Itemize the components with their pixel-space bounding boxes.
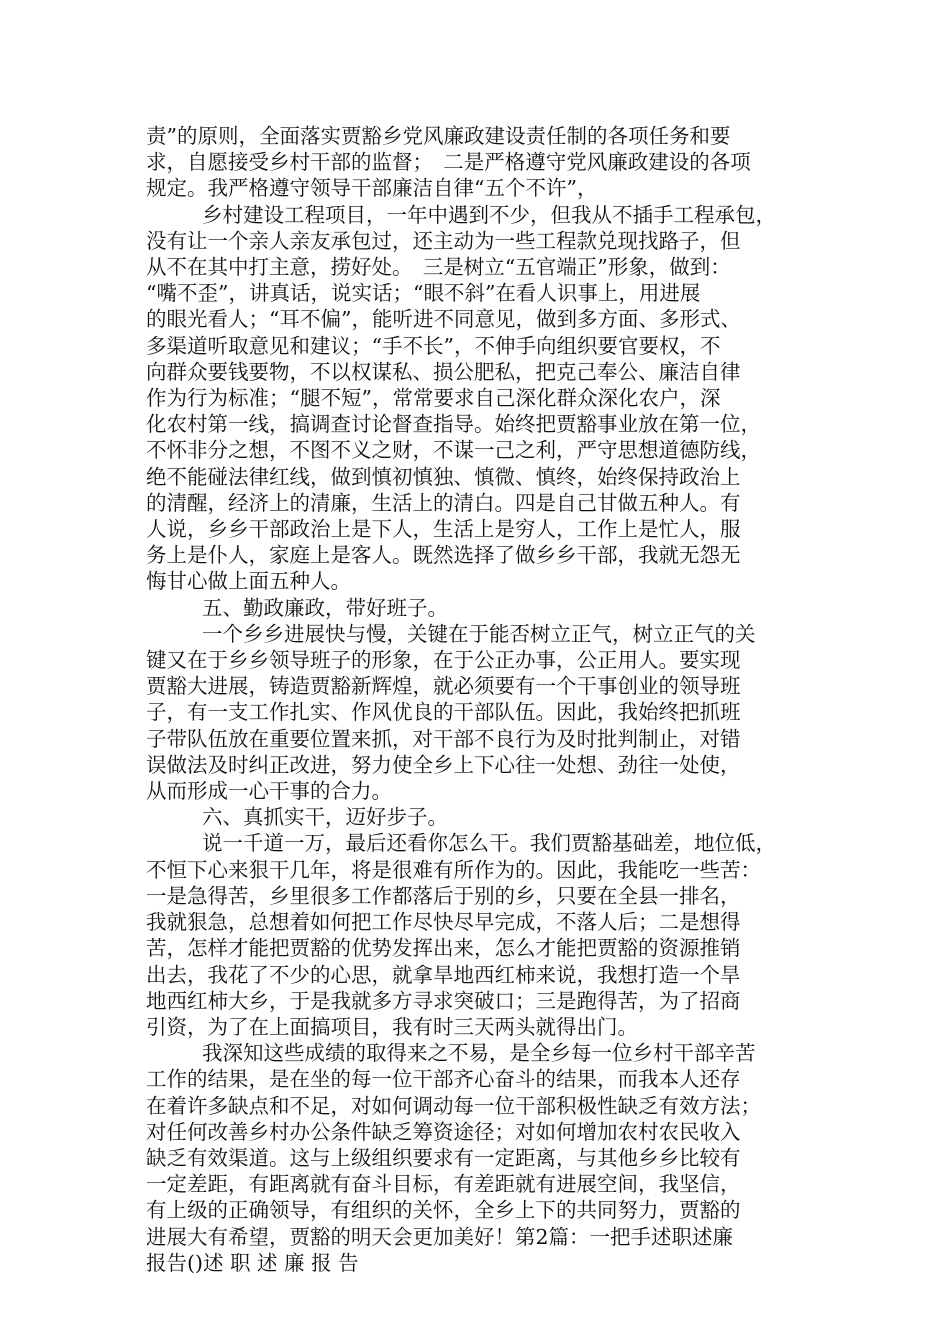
text-line: 缺乏有效渠道。这与上级组织要求有一定距离，与其他乡乡比较有 <box>146 1145 741 1170</box>
text-line: 规定。我严格遵守领导干部廉洁自律“五个不许”， <box>146 176 598 201</box>
text-line: “嘴不歪”，讲真话，说实话；“眼不斜”在看人识事上，用进展 <box>146 281 701 306</box>
text-line: 我就狠急，总想着如何把工作尽快尽早完成，不落人后；二是想得 <box>146 910 741 935</box>
paragraph-first-line: 一个乡乡进展快与慢，关键在于能否树立正气，树立正气的关 <box>202 621 756 646</box>
text-line: 从不在其中打主意，捞好处。 三是树立“五官端正”形象，做到： <box>146 255 731 280</box>
text-line: 一定差距，有距离就有奋斗目标，有差距就有进展空间，我坚信， <box>146 1172 741 1197</box>
text-line: 人说，乡乡干部政治上是下人，生活上是穷人，工作上是忙人，服 <box>146 517 741 542</box>
text-line: 求，自愿接受乡村干部的监督； 二是严格遵守党风廉政建设的各项 <box>146 150 751 175</box>
paragraph-first-line: 说一千道一万，最后还看你怎么干。我们贾豁基础差，地位低， <box>202 831 776 856</box>
text-line: 的清醒，经济上的清廉，生活上的清白。四是自己甘做五种人。有 <box>146 490 741 515</box>
text-line: 子，有一支工作扎实、作风优良的干部队伍。因此，我始终把抓班 <box>146 700 741 725</box>
text-line: 引资，为了在上面搞项目，我有时三天两头就得出门。 <box>146 1014 638 1039</box>
document-body <box>146 123 806 1276</box>
text-line: 对任何改善乡村办公条件缺乏筹资途径；对如何增加农村农民收入 <box>146 1119 741 1144</box>
text-line: 子带队伍放在重要位置来抓，对干部不良行为及时批判制止，对错 <box>146 726 741 751</box>
text-line: 工作的结果，是在坐的每一位干部齐心奋斗的结果，而我本人还存 <box>146 1067 741 1092</box>
text-line: 作为行为标准；“腿不短”，常常要求自己深化群众深化农户，深 <box>146 386 721 411</box>
text-line: 向群众要钱要物，不以权谋私、损公肥私，把克己奉公、廉洁自律 <box>146 359 741 384</box>
text-line: 不怀非分之想，不图不义之财，不谋一己之利，严守思想道德防线， <box>146 438 761 463</box>
text-line: 绝不能碰法律红线，做到慎初慎独、慎微、慎终，始终保持政治上 <box>146 464 741 489</box>
text-line: 地西红柿大乡，于是我就多方寻求突破口；三是跑得苦，为了招商 <box>146 988 741 1013</box>
text-line: 一是急得苦，乡里很多工作都落后于别的乡，只要在全县一排名， <box>146 883 741 908</box>
text-line: 键又在于乡乡领导班子的形象，在于公正办事，公正用人。要实现 <box>146 648 741 673</box>
text-line: 进展大有希望，贾豁的明天会更加美好！第2篇：一把手述职述廉 <box>146 1224 734 1249</box>
paragraph-first-line: 六、真抓实干，迈好步子。 <box>202 805 448 830</box>
text-line: 从而形成一心干事的合力。 <box>146 779 392 804</box>
text-line: 没有让一个亲人亲友承包过，还主动为一些工程款兑现找路子，但 <box>146 228 741 253</box>
text-line: 有上级的正确领导，有组织的关怀，全乡上下的共同努力，贾豁的 <box>146 1198 741 1223</box>
text-line: 不恒下心来狠干几年，将是很难有所作为的。因此，我能吃一些苦： <box>146 857 761 882</box>
text-line: 误做法及时纠正改进，努力使全乡上下心往一处想、劲往一处使， <box>146 752 741 777</box>
text-line: 化农村第一线，搞调查讨论督查指导。始终把贾豁事业放在第一位， <box>146 412 761 437</box>
text-line: 务上是仆人，家庭上是客人。既然选择了做乡乡干部，我就无怨无 <box>146 543 741 568</box>
paragraph-first-line: 乡村建设工程项目，一年中遇到不少，但我从不插手工程承包， <box>202 202 776 227</box>
paragraph-first-line: 我深知这些成绩的取得来之不易，是全乡每一位乡村干部辛苦 <box>202 1041 756 1066</box>
text-line: 悔甘心做上面五种人。 <box>146 569 351 594</box>
paragraph-first-line: 五、勤政廉政，带好班子。 <box>202 595 448 620</box>
text-line: 多渠道听取意见和建议；“手不长”，不伸手向组织要官要权，不 <box>146 333 721 358</box>
text-line: 责”的原则，全面落实贾豁乡党风廉政建设责任制的各项任务和要 <box>146 124 731 148</box>
text-line: 在着许多缺点和不足，对如何调动每一位干部积极性缺乏有效方法； <box>146 1093 761 1118</box>
text-line: 报告()述 职 述 廉 报 告 <box>146 1250 359 1275</box>
text-line: 苦，怎样才能把贾豁的优势发挥出来，怎么才能把贾豁的资源推销 <box>146 936 741 961</box>
text-line: 的眼光看人；“耳不偏”，能听进不同意见，做到多方面、多形式、 <box>146 307 741 332</box>
text-line: 贾豁大进展，铸造贾豁新辉煌，就必须要有一个干事创业的领导班 <box>146 674 741 699</box>
text-line: 出去，我花了不少的心思，就拿旱地西红柿来说，我想打造一个旱 <box>146 962 741 987</box>
